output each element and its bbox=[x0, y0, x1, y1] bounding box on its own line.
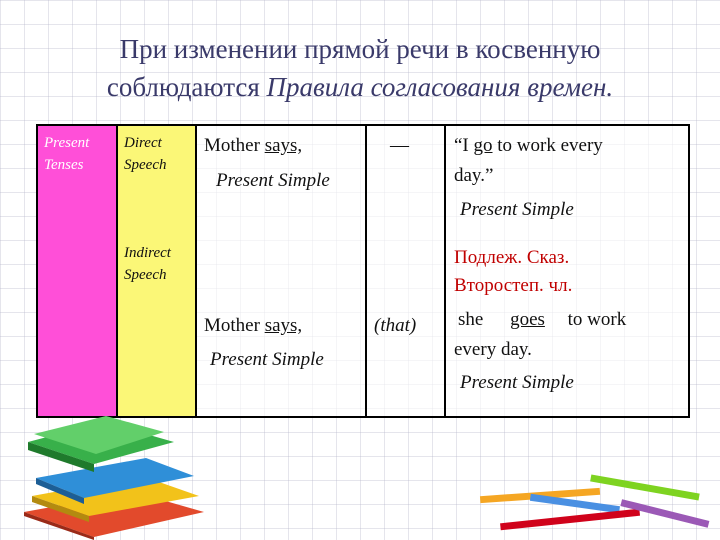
indirect-main-tense: Present Simple bbox=[210, 349, 324, 370]
slide-title bbox=[0, 30, 720, 106]
column-divider-1 bbox=[365, 126, 367, 416]
indirect-clause-rest: to work bbox=[567, 309, 627, 330]
pencils-illustration bbox=[470, 470, 720, 540]
tenses-label: Tenses bbox=[44, 157, 84, 173]
direct-quote-line1 bbox=[454, 134, 603, 158]
indirect-clause-verb: goes bbox=[510, 309, 545, 330]
direct-connector: — bbox=[390, 135, 409, 156]
indirect-label: Indirect bbox=[124, 245, 171, 261]
direct-subject: Mother bbox=[204, 135, 265, 156]
direct-verb: says, bbox=[264, 135, 303, 156]
quote-verb: go bbox=[473, 135, 493, 156]
indirect-verb: says, bbox=[264, 315, 303, 336]
title-line-1: При изменении прямой речи в косвенную bbox=[119, 34, 601, 64]
title-line-2 bbox=[107, 72, 613, 102]
indirect-subject: Mother bbox=[204, 315, 265, 336]
direct-quote-line2: day.” bbox=[454, 165, 494, 186]
indirect-speech-label: Speech bbox=[124, 267, 167, 283]
indirect-note-2: Второстеп. чл. bbox=[454, 275, 573, 296]
direct-label: Direct bbox=[124, 135, 162, 151]
tense-table bbox=[36, 124, 690, 418]
direct-main-tense: Present Simple bbox=[216, 170, 330, 191]
indirect-clause-line1 bbox=[458, 308, 626, 332]
books-illustration bbox=[14, 412, 214, 540]
quote-rest: to work every bbox=[492, 135, 603, 156]
indirect-clause-line2: every day. bbox=[454, 339, 532, 360]
indirect-clause-subject: she bbox=[458, 309, 484, 330]
quote-open: “I bbox=[454, 135, 474, 156]
title-line-2-plain: соблюдаются bbox=[106, 72, 267, 102]
title-line-2-italic: Правила согласования времен. bbox=[266, 72, 614, 102]
indirect-clause-tense: Present Simple bbox=[460, 372, 574, 393]
indirect-connector: (that) bbox=[374, 315, 417, 336]
direct-quote-tense: Present Simple bbox=[460, 199, 574, 220]
present-label: Present bbox=[44, 135, 90, 151]
indirect-main-clause bbox=[204, 314, 302, 338]
column-divider-2 bbox=[444, 126, 446, 416]
indirect-note-1: Подлеж. Сказ. bbox=[454, 247, 570, 268]
direct-main-clause bbox=[204, 134, 302, 158]
direct-speech-label: Speech bbox=[124, 157, 167, 173]
